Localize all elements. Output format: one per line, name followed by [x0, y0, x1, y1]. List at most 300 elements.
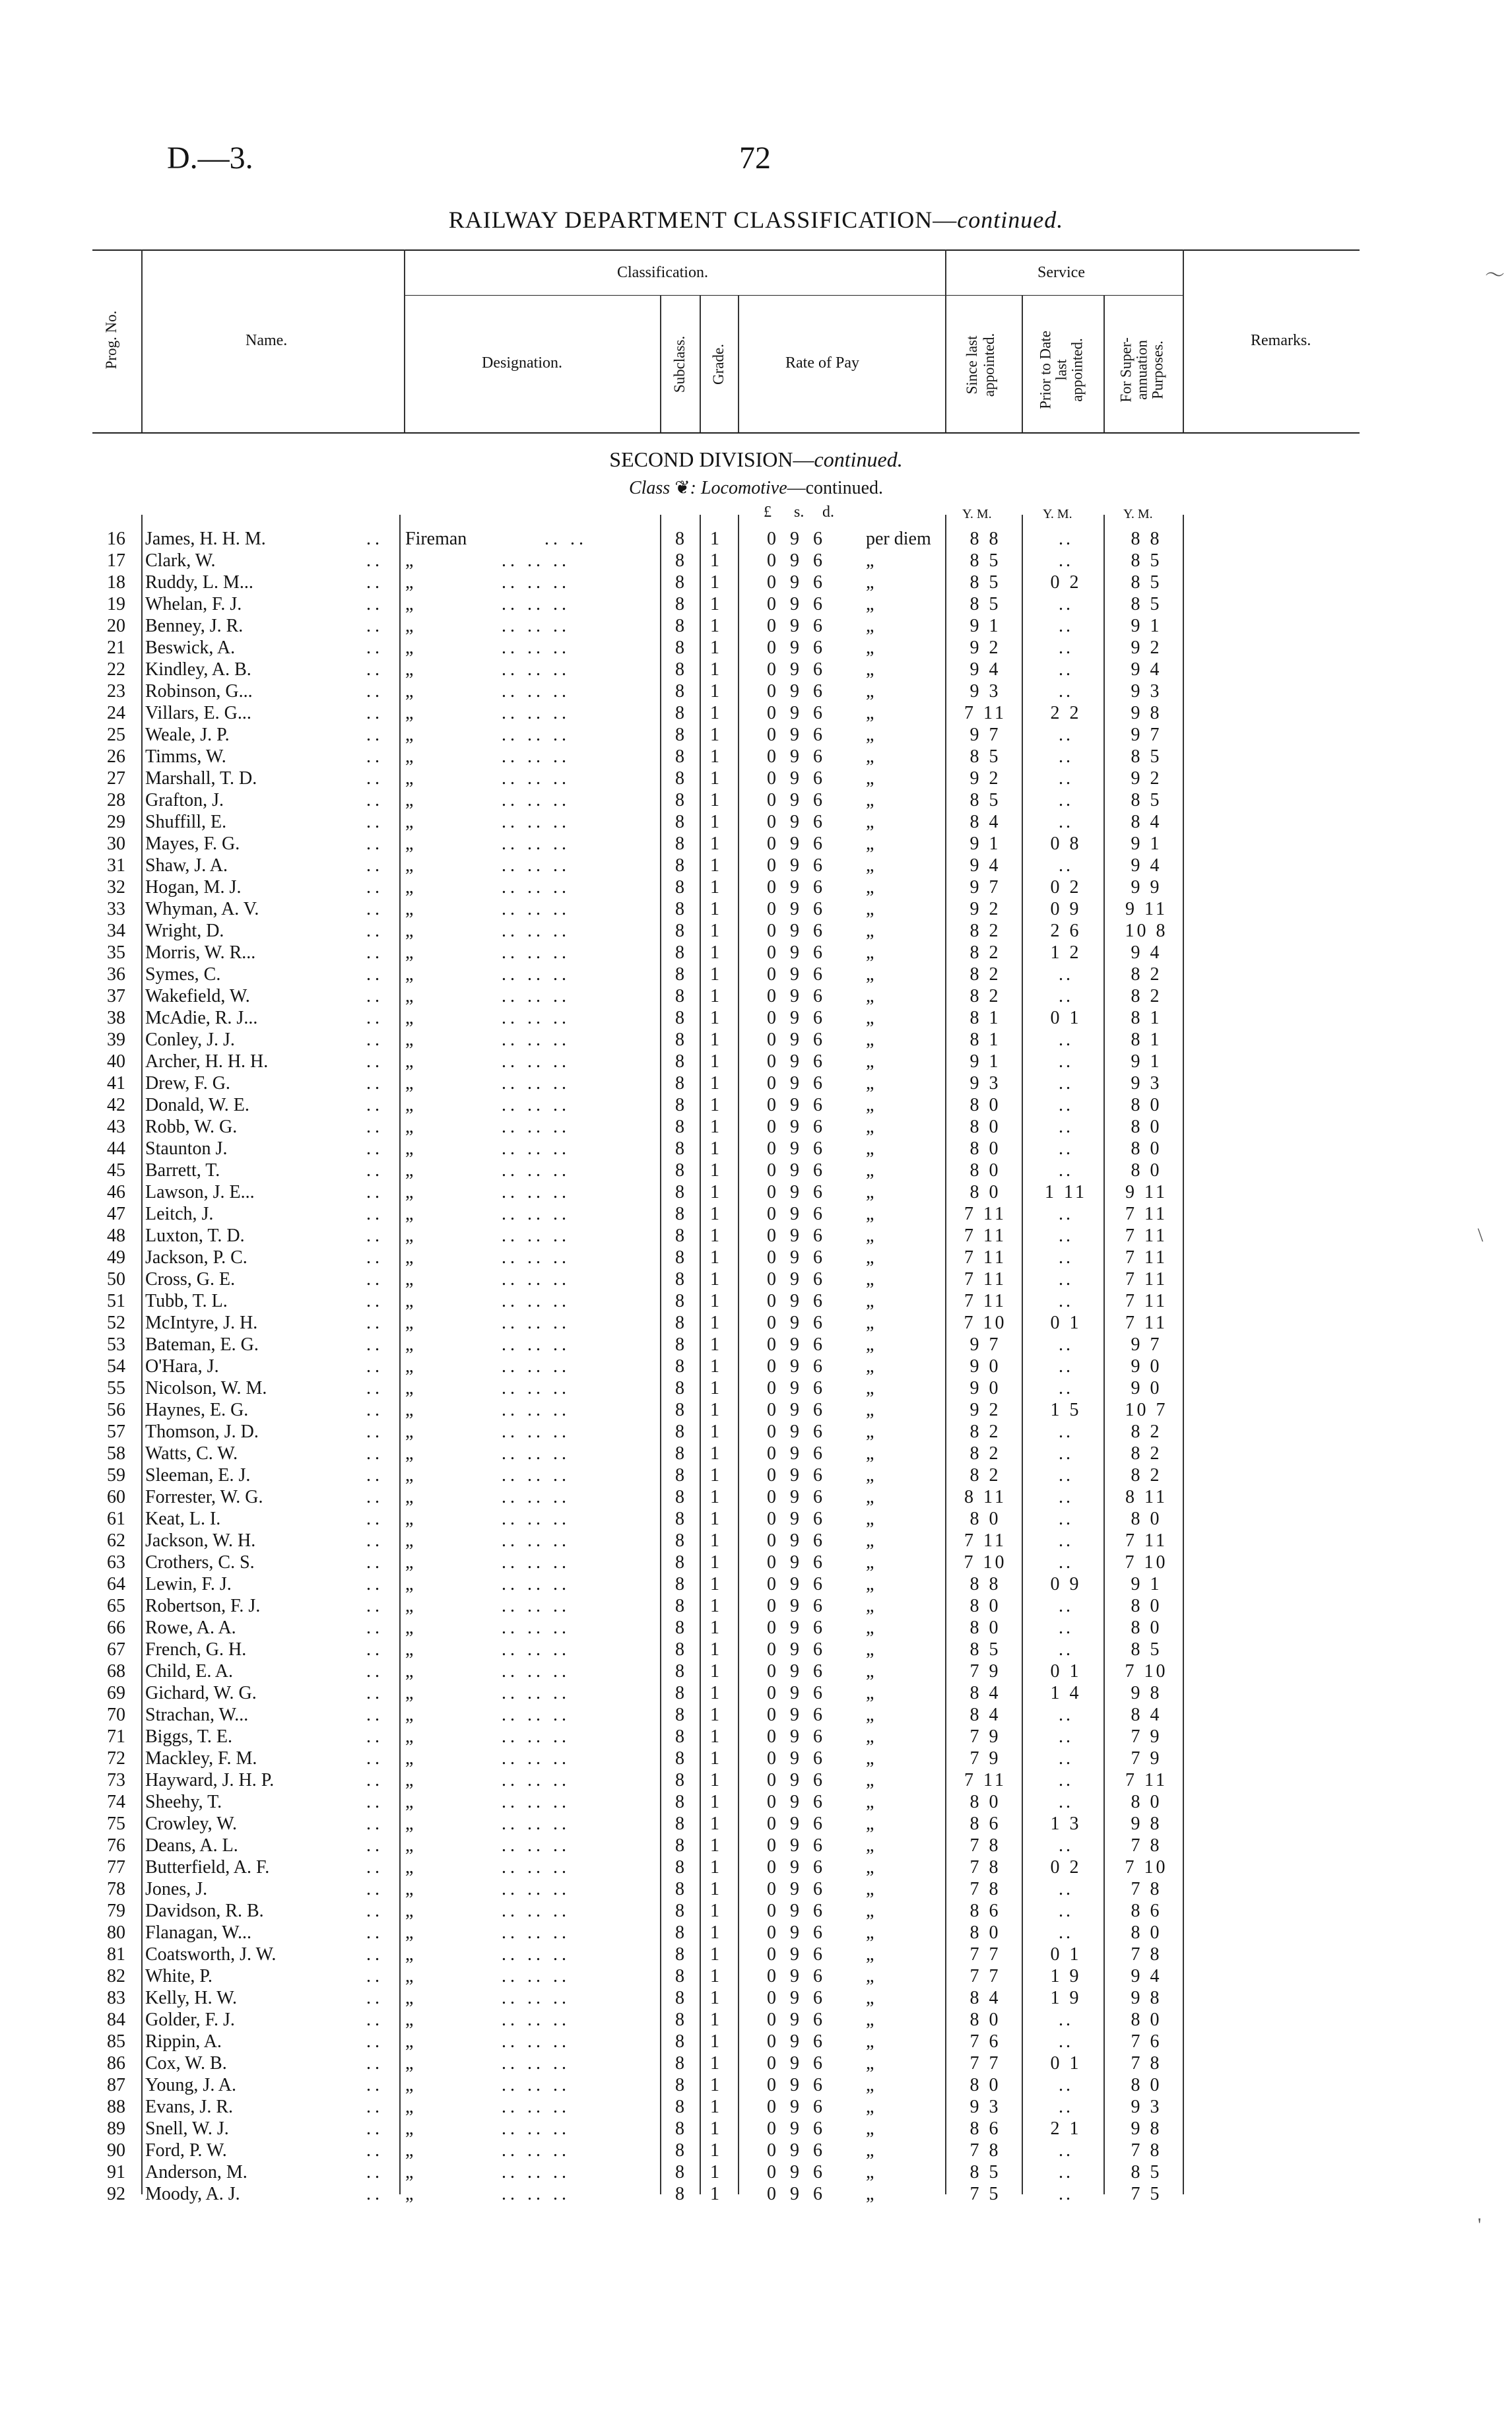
leader-dots: .. .. .. [502, 1291, 570, 1311]
leader-dots: .. .. .. [502, 1204, 570, 1224]
leader-dots: .. [366, 1269, 383, 1290]
row-prior-to-date: 1 11 [1045, 1182, 1087, 1202]
table-row [0, 2140, 1512, 2161]
row-name: Shuffill, E. [145, 812, 227, 832]
row-rate-of-pay: 0 9 6 [767, 1291, 827, 1311]
row-designation: „ [405, 1465, 414, 1486]
leader-dots: .. .. .. [502, 1160, 570, 1181]
table-row [0, 1660, 1512, 1682]
row-prog-no: 26 [107, 746, 125, 767]
row-rate-of-pay: 0 9 6 [767, 1574, 827, 1594]
row-subclass: 8 [675, 1552, 684, 1573]
table-row [0, 1726, 1512, 1748]
row-subclass: 8 [675, 964, 684, 985]
row-subclass: 8 [675, 1879, 684, 1899]
leader-dots: .. [366, 1683, 383, 1703]
row-rate-period: „ [866, 1030, 874, 1050]
row-rate-period: „ [866, 964, 874, 985]
row-rate-of-pay: 0 9 6 [767, 1726, 827, 1747]
row-rate-of-pay: 0 9 6 [767, 964, 827, 985]
row-name: McAdie, R. J... [145, 1008, 258, 1028]
row-prior-to-date: .. [1059, 1117, 1073, 1137]
row-designation: „ [405, 1574, 414, 1594]
row-designation: „ [405, 790, 414, 810]
row-since-last: 9 3 [970, 1073, 1001, 1094]
row-prog-no: 29 [107, 812, 125, 832]
row-rate-period: „ [866, 594, 874, 614]
leader-dots: .. .. .. [502, 1334, 570, 1355]
row-designation: „ [405, 1835, 414, 1856]
row-rate-period: „ [866, 855, 874, 876]
row-since-last: 8 5 [970, 2162, 1001, 2182]
row-name: French, G. H. [145, 1639, 247, 1660]
leader-dots: .. [366, 1226, 383, 1246]
row-superannuation: 8 8 [1131, 529, 1162, 549]
leader-dots: .. [366, 2053, 383, 2074]
header-rate-of-pay: Rate of Pay [785, 354, 859, 372]
row-rate-period: „ [866, 1334, 874, 1355]
row-name: Archer, H. H. H. [145, 1051, 269, 1072]
leader-dots: .. [366, 1182, 383, 1202]
row-subclass: 8 [675, 1117, 684, 1137]
row-grade: 1 [710, 1051, 719, 1072]
leader-dots: .. [366, 1509, 383, 1529]
row-grade: 1 [710, 681, 719, 702]
header-classification: Classification. [617, 264, 708, 281]
row-since-last: 7 11 [964, 1291, 1006, 1311]
leader-dots: .. .. .. [502, 1661, 570, 1682]
row-designation: „ [405, 1400, 414, 1420]
row-prog-no: 41 [107, 1073, 125, 1094]
row-subclass: 8 [675, 942, 684, 963]
row-designation: „ [405, 616, 414, 636]
row-subclass: 8 [675, 1138, 684, 1159]
row-superannuation: 7 8 [1131, 1879, 1162, 1899]
row-grade: 1 [710, 529, 719, 549]
leader-dots: .. .. .. [502, 659, 570, 680]
row-prior-to-date: .. [1059, 855, 1073, 876]
row-prior-to-date: .. [1059, 1922, 1073, 1943]
row-grade: 1 [710, 1247, 719, 1268]
leader-dots: .. .. .. [502, 2184, 570, 2204]
row-prior-to-date: .. [1059, 2010, 1073, 2030]
row-since-last: 8 5 [970, 594, 1001, 614]
row-superannuation: 7 9 [1131, 1748, 1162, 1769]
row-rate-period: „ [866, 1944, 874, 1965]
row-superannuation: 7 11 [1125, 1247, 1167, 1268]
table-row [0, 2009, 1512, 2031]
row-name: Shaw, J. A. [145, 855, 228, 876]
row-name: Morris, W. R... [145, 942, 256, 963]
row-since-last: 8 0 [970, 2010, 1001, 2030]
row-grade: 1 [710, 1291, 719, 1311]
row-rate-of-pay: 0 9 6 [767, 1705, 827, 1725]
leader-dots: .. [366, 1530, 383, 1551]
row-grade: 1 [710, 768, 719, 789]
row-subclass: 8 [675, 616, 684, 636]
row-rate-period: „ [866, 1879, 874, 1899]
row-prog-no: 43 [107, 1117, 125, 1137]
leader-dots: .. .. .. [502, 1356, 570, 1377]
row-superannuation: 7 11 [1125, 1226, 1167, 1246]
row-grade: 1 [710, 1748, 719, 1769]
leader-dots: .. .. .. [502, 1487, 570, 1507]
row-prog-no: 79 [107, 1901, 125, 1921]
row-designation: „ [405, 1857, 414, 1878]
leader-dots: .. .. .. [502, 2162, 570, 2182]
row-superannuation: 9 7 [1131, 1334, 1162, 1355]
row-prior-to-date: 0 1 [1050, 2053, 1082, 2074]
row-name: O'Hara, J. [145, 1356, 219, 1377]
leader-dots: .. .. .. [502, 2140, 570, 2161]
row-designation: „ [405, 1356, 414, 1377]
row-rate-period: „ [866, 1509, 874, 1529]
header-divider [660, 295, 661, 432]
table-row [0, 2161, 1512, 2183]
row-name: Benney, J. R. [145, 616, 244, 636]
table-row [0, 1530, 1512, 1552]
row-designation: „ [405, 1247, 414, 1268]
row-rate-of-pay: 0 9 6 [767, 2140, 827, 2161]
row-rate-period: „ [866, 1596, 874, 1616]
unit-prior-ym: Y. M. [1043, 507, 1072, 521]
row-superannuation: 7 10 [1125, 1661, 1168, 1682]
row-rate-period: per diem [866, 529, 931, 549]
row-rate-period: „ [866, 1661, 874, 1682]
row-superannuation: 8 0 [1131, 1117, 1162, 1137]
table-row [0, 593, 1512, 615]
row-prior-to-date: .. [1059, 1247, 1073, 1268]
row-subclass: 8 [675, 594, 684, 614]
row-subclass: 8 [675, 1247, 684, 1268]
row-name: Crothers, C. S. [145, 1552, 255, 1573]
leader-dots: .. .. .. [502, 964, 570, 985]
leader-dots: .. .. .. [502, 2118, 570, 2139]
row-designation: „ [405, 1705, 414, 1725]
row-since-last: 8 0 [970, 1160, 1001, 1181]
row-subclass: 8 [675, 921, 684, 941]
row-prior-to-date: .. [1059, 1835, 1073, 1856]
row-subclass: 8 [675, 638, 684, 658]
scan-mark-decoration: ' [1478, 2214, 1482, 2236]
row-since-last: 8 0 [970, 1138, 1001, 1159]
row-rate-of-pay: 0 9 6 [767, 790, 827, 810]
row-since-last: 8 2 [970, 942, 1001, 963]
unit-since-ym: Y. M. [962, 507, 992, 521]
leader-dots: .. [366, 2162, 383, 2182]
row-subclass: 8 [675, 2031, 684, 2052]
row-rate-period: „ [866, 1465, 874, 1486]
leader-dots: .. .. .. [502, 703, 570, 723]
row-since-last: 8 5 [970, 572, 1001, 593]
table-row [0, 1769, 1512, 1791]
row-name: Ford, P. W. [145, 2140, 227, 2161]
row-subclass: 8 [675, 1291, 684, 1311]
row-rate-period: „ [866, 1705, 874, 1725]
leader-dots: .. .. .. [502, 1073, 570, 1094]
row-superannuation: 8 4 [1131, 1705, 1162, 1725]
row-rate-of-pay: 0 9 6 [767, 1879, 827, 1899]
row-prior-to-date: .. [1059, 1487, 1073, 1507]
leader-dots: .. .. .. [502, 1966, 570, 1986]
row-rate-of-pay: 0 9 6 [767, 746, 827, 767]
header-designation: Designation. [482, 354, 562, 372]
row-superannuation: 8 0 [1131, 1596, 1162, 1616]
row-prior-to-date: .. [1059, 1051, 1073, 1072]
row-since-last: 8 0 [970, 1117, 1001, 1137]
row-subclass: 8 [675, 725, 684, 745]
row-rate-period: „ [866, 1182, 874, 1202]
row-prior-to-date: .. [1059, 1770, 1073, 1790]
row-grade: 1 [710, 725, 719, 745]
row-name: Rowe, A. A. [145, 1618, 236, 1638]
row-rate-of-pay: 0 9 6 [767, 1683, 827, 1703]
row-rate-of-pay: 0 9 6 [767, 681, 827, 702]
leader-dots: .. .. .. [502, 616, 570, 636]
row-superannuation: 9 4 [1131, 659, 1162, 680]
leader-dots: .. .. .. [502, 1726, 570, 1747]
row-superannuation: 8 0 [1131, 2010, 1162, 2030]
row-designation: „ [405, 1443, 414, 1464]
row-since-last: 8 5 [970, 746, 1001, 767]
row-prior-to-date: .. [1059, 1204, 1073, 1224]
row-designation: „ [405, 1596, 414, 1616]
row-rate-of-pay: 0 9 6 [767, 1117, 827, 1137]
row-prog-no: 57 [107, 1422, 125, 1442]
leader-dots: .. .. .. [502, 942, 570, 963]
table-row [0, 1878, 1512, 1900]
row-prog-no: 59 [107, 1465, 125, 1486]
row-grade: 1 [710, 1574, 719, 1594]
row-since-last: 8 5 [970, 790, 1001, 810]
leader-dots: .. [366, 746, 383, 767]
leader-dots: .. .. .. [502, 1226, 570, 1246]
row-prog-no: 85 [107, 2031, 125, 2052]
row-since-last: 8 0 [970, 1922, 1001, 1943]
division-heading [0, 447, 1512, 472]
row-rate-of-pay: 0 9 6 [767, 1247, 827, 1268]
row-subclass: 8 [675, 1422, 684, 1442]
classification-underline [404, 295, 945, 296]
row-rate-of-pay: 0 9 6 [767, 1465, 827, 1486]
row-designation: „ [405, 964, 414, 985]
row-superannuation: 8 11 [1125, 1487, 1167, 1507]
row-grade: 1 [710, 1618, 719, 1638]
row-prior-to-date: .. [1059, 1269, 1073, 1290]
row-grade: 1 [710, 2053, 719, 2074]
row-grade: 1 [710, 550, 719, 571]
table-row [0, 1421, 1512, 1443]
row-name: Biggs, T. E. [145, 1726, 232, 1747]
row-subclass: 8 [675, 1792, 684, 1812]
leader-dots: .. .. .. [502, 1138, 570, 1159]
row-name: Mackley, F. M. [145, 1748, 257, 1769]
row-since-last: 8 5 [970, 550, 1001, 571]
row-superannuation: 9 2 [1131, 638, 1162, 658]
leader-dots: .. [366, 790, 383, 810]
class-prefix: Class [628, 478, 671, 498]
row-designation: „ [405, 942, 414, 963]
leader-dots: .. [366, 550, 383, 571]
row-prog-no: 48 [107, 1226, 125, 1246]
row-prior-to-date: .. [1059, 746, 1073, 767]
row-grade: 1 [710, 2097, 719, 2117]
table-row [0, 1138, 1512, 1160]
row-since-last: 7 8 [970, 2140, 1001, 2161]
leader-dots: .. [366, 1879, 383, 1899]
scan-mark-decoration: 〜 [1485, 265, 1505, 286]
row-designation: „ [405, 2010, 414, 2030]
row-rate-period: „ [866, 2097, 874, 2117]
row-rate-of-pay: 0 9 6 [767, 1487, 827, 1507]
row-since-last: 7 8 [970, 1857, 1001, 1878]
unit-shillings: s. [794, 504, 805, 521]
leader-dots: .. [366, 1138, 383, 1159]
table-row [0, 811, 1512, 833]
leader-dots: .. [366, 659, 383, 680]
row-rate-period: „ [866, 1748, 874, 1769]
row-rate-of-pay: 0 9 6 [767, 529, 827, 549]
table-row [0, 1508, 1512, 1530]
table-row [0, 528, 1512, 550]
leader-dots: .. [366, 1313, 383, 1333]
row-name: Rippin, A. [145, 2031, 222, 2052]
row-rate-of-pay: 0 9 6 [767, 1944, 827, 1965]
leader-dots: .. [366, 1748, 383, 1769]
table-row [0, 2183, 1512, 2205]
row-since-last: 9 4 [970, 659, 1001, 680]
table-row [0, 2118, 1512, 2140]
row-rate-period: „ [866, 1792, 874, 1812]
row-superannuation: 8 5 [1131, 746, 1162, 767]
row-name: White, P. [145, 1966, 213, 1986]
row-grade: 1 [710, 899, 719, 919]
row-name: Kelly, H. W. [145, 1988, 237, 2008]
leader-dots: .. [366, 1334, 383, 1355]
row-prior-to-date: .. [1059, 986, 1073, 1006]
row-rate-period: „ [866, 1443, 874, 1464]
row-name: Flanagan, W... [145, 1922, 251, 1943]
row-prog-no: 22 [107, 659, 125, 680]
row-designation: „ [405, 1051, 414, 1072]
leader-dots: .. [366, 812, 383, 832]
leader-dots: .. [366, 1944, 383, 1965]
row-superannuation: 8 5 [1131, 2162, 1162, 2182]
row-since-last: 7 9 [970, 1661, 1001, 1682]
row-prog-no: 30 [107, 834, 125, 854]
row-rate-period: „ [866, 1291, 874, 1311]
row-prior-to-date: .. [1059, 1443, 1073, 1464]
row-subclass: 8 [675, 1030, 684, 1050]
leader-dots: .. .. .. [502, 1443, 570, 1464]
row-subclass: 8 [675, 1988, 684, 2008]
header-divider [1183, 249, 1184, 432]
row-superannuation: 8 0 [1131, 1095, 1162, 1115]
row-designation: „ [405, 2097, 414, 2117]
row-designation: „ [405, 1792, 414, 1812]
row-rate-period: „ [866, 1530, 874, 1551]
leader-dots: .. [366, 1770, 383, 1790]
table-row [0, 1290, 1512, 1312]
row-rate-of-pay: 0 9 6 [767, 812, 827, 832]
table-row [0, 768, 1512, 789]
row-prior-to-date: .. [1059, 1748, 1073, 1769]
leader-dots: .. [366, 1117, 383, 1137]
table-row [0, 1944, 1512, 1965]
row-rate-period: „ [866, 1988, 874, 2008]
row-rate-of-pay: 0 9 6 [767, 1422, 827, 1442]
leader-dots: .. [366, 2075, 383, 2095]
table-row [0, 2031, 1512, 2052]
row-name: Barrett, T. [145, 1160, 220, 1181]
leader-dots: .. [366, 942, 383, 963]
row-since-last: 7 5 [970, 2184, 1001, 2204]
row-rate-period: „ [866, 1269, 874, 1290]
row-grade: 1 [710, 1465, 719, 1486]
row-prog-no: 70 [107, 1705, 125, 1725]
row-rate-period: „ [866, 1400, 874, 1420]
row-subclass: 8 [675, 877, 684, 898]
row-grade: 1 [710, 1509, 719, 1529]
row-superannuation: 8 0 [1131, 1138, 1162, 1159]
table-row [0, 1377, 1512, 1399]
row-name: Hayward, J. H. P. [145, 1770, 275, 1790]
row-prog-no: 74 [107, 1792, 125, 1812]
leader-dots: .. .. .. [502, 725, 570, 745]
row-designation: „ [405, 1966, 414, 1986]
leader-dots: .. [366, 899, 383, 919]
unit-super-ym: Y. M. [1123, 507, 1153, 521]
leader-dots: .. [366, 1443, 383, 1464]
leader-dots: .. .. .. [502, 1922, 570, 1943]
row-grade: 1 [710, 1400, 719, 1420]
leader-dots: .. [366, 2140, 383, 2161]
row-prog-no: 18 [107, 572, 125, 593]
row-name: Hogan, M. J. [145, 877, 242, 898]
header-divider [1103, 295, 1105, 432]
row-rate-of-pay: 0 9 6 [767, 2031, 827, 2052]
row-prog-no: 78 [107, 1879, 125, 1899]
row-superannuation: 7 10 [1125, 1552, 1168, 1573]
leader-dots: .. .. .. [502, 834, 570, 854]
row-prior-to-date: .. [1059, 1792, 1073, 1812]
table-row [0, 898, 1512, 920]
row-designation: „ [405, 1683, 414, 1703]
row-rate-of-pay: 0 9 6 [767, 1552, 827, 1573]
row-grade: 1 [710, 594, 719, 614]
row-since-last: 9 2 [970, 899, 1001, 919]
row-grade: 1 [710, 1443, 719, 1464]
row-grade: 1 [710, 1639, 719, 1660]
leader-dots: .. [366, 1705, 383, 1725]
row-subclass: 8 [675, 834, 684, 854]
row-since-last: 9 1 [970, 1051, 1001, 1072]
row-designation: „ [405, 1879, 414, 1899]
row-superannuation: 8 2 [1131, 964, 1162, 985]
table-row [0, 1682, 1512, 1704]
leader-dots: .. [366, 594, 383, 614]
row-name: Tubb, T. L. [145, 1291, 228, 1311]
table-row [0, 1225, 1512, 1247]
leader-dots: .. [366, 572, 383, 593]
leader-dots: .. .. .. [502, 594, 570, 614]
row-superannuation: 9 3 [1131, 2097, 1162, 2117]
row-superannuation: 9 1 [1131, 1574, 1162, 1594]
row-since-last: 8 2 [970, 1443, 1001, 1464]
table-row [0, 942, 1512, 964]
row-grade: 1 [710, 855, 719, 876]
row-name: Forrester, W. G. [145, 1487, 263, 1507]
